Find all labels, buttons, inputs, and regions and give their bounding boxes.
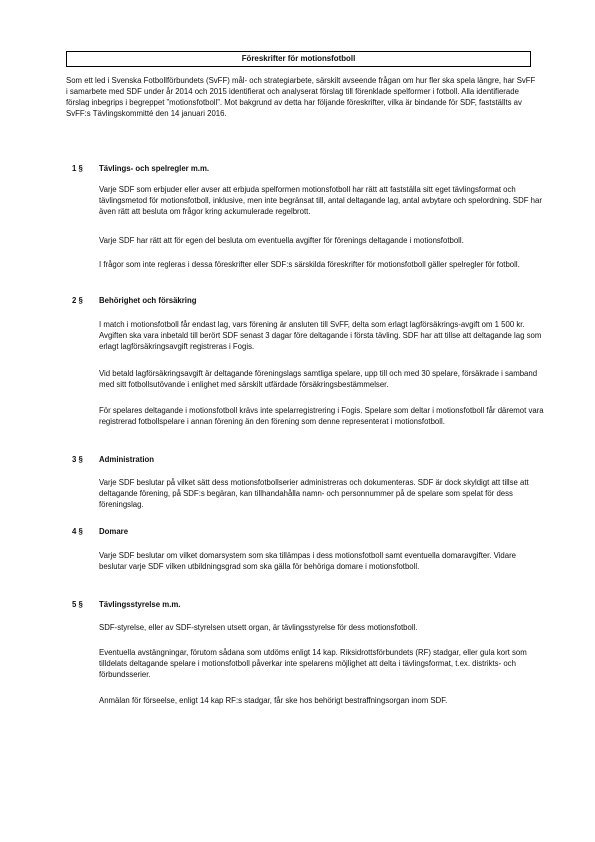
section-heading: [72, 296, 542, 307]
section-heading: [72, 527, 542, 538]
section-heading: [72, 600, 542, 611]
section-paragraph: Eventuella avstängningar, förutom sådana som utdöms enligt 14 kap. Riksidrottsförbundets (RF) stadgar, eller gula kort som tilldelats deltagande spelare i motionsfotboll påverkar inte spelarens möjlighet att delta i tävlingsformat, t.ex. distrikts- och förbundsserier.: [99, 648, 527, 679]
section-paragraph: Varje SDF som erbjuder eller avser att erbjuda spelformen motionsfotboll har rätt att fastställa sitt eget tävlingsformat och tävlingsmetod för motionsfotboll, inklusive, men inte begränsat till, antal deltagande lag, antal avbytare och spelordning. SDF har även rätt att besluta om frågor kring ackumulerade regelbrott.: [99, 185, 542, 216]
section-heading: [72, 164, 542, 175]
section-paragraph: Varje SDF beslutar på vilket sätt dess motionsfotbollserier administreras och dokumenteras. SDF är dock skyldigt att tillse att deltagande förening, på SDF:s begäran, kan tillhandahålla namn- och personnummer på de spelare som spelat för dess föreningslag.: [99, 478, 529, 509]
section-number: 3 §: [72, 455, 83, 464]
section-title: Tävlingsstyrelse m.m.: [99, 600, 181, 609]
section-paragraph: Anmälan för förseelse, enligt 14 kap RF:s stadgar, får ske hos behörigt bestraffningsorgan inom SDF.: [99, 696, 448, 705]
section-paragraph: Vid betald lagförsäkringsavgift är deltagande föreningslags samtliga spelare, upp till och med 30 spelare, försäkrade i samband med sitt fotbollsutövande i enlighet med särskilt utfärdade försäkringsbestämmelser.: [99, 369, 538, 389]
section-heading: [72, 455, 542, 466]
section-paragraph: SDF-styrelse, eller av SDF-styrelsen utsett organ, är tävlingsstyrelse för dess motionsfotboll.: [99, 623, 418, 632]
intro-paragraph: Som ett led i Svenska Fotbollförbundets (SvFF) mål- och strategiarbete, särskilt avseende frågan om hur fler ska spela längre, har SvFF i samarbete med SDF under år 2014 och 2015 identifierat och analyserat förslag till förenklade spelformer i fotboll. Alla identifierade förslag inbegrips i begreppet ”motionsfotboll”. Mot bakgrund av detta har följande föreskrifter, vilka är bindande för SDF, fastställts av SvFF:s Tävlingskommitté den 14 januari 2016.: [66, 76, 536, 118]
section-paragraph: För spelares deltagande i motionsfotboll krävs inte spelarregistrering i Fogis. Spelare som deltar i motionsfotboll får däremot vara registrerad fotbollspelare i annan förening än den förening som denne representerat i motionsfotboll.: [99, 406, 544, 426]
section-number: 2 §: [72, 296, 83, 305]
section-title: Behörighet och försäkring: [99, 296, 197, 305]
section-title: Domare: [99, 527, 129, 536]
section-paragraph: Varje SDF har rätt att för egen del besluta om eventuella avgifter för förenings deltagande i motionsfotboll.: [99, 236, 464, 245]
section-title: Tävlings- och spelregler m.m.: [99, 164, 210, 173]
section-title: Administration: [99, 455, 155, 464]
section-number: 5 §: [72, 600, 83, 609]
section-paragraph: I match i motionsfotboll får endast lag, vars förening är ansluten till SvFF, delta som erlagt lagförsäkrings-avgift om 1 500 kr. Avgiften ska vara inbetald till berört SDF senast 3 dagar före deltagande i första tävling. SDF har att tillse att deltagande lag som erlagt lagförsäkringsavgift registreras i Fogis.: [99, 320, 542, 351]
section-number: 1 §: [72, 164, 83, 173]
section-paragraph: I frågor som inte regleras i dessa föreskrifter eller SDF:s särskilda föreskrifter för motionsfotboll gäller spelregler för fotboll.: [99, 260, 520, 269]
document-title: Föreskrifter för motionsfotboll: [66, 51, 531, 67]
section-number: 4 §: [72, 527, 83, 536]
section-paragraph: Varje SDF beslutar om vilket domarsystem som ska tillämpas i dess motionsfotboll samt eventuella domaravgifter. Vidare beslutar varje SDF vilken utbildningsgrad som ska gälla för behöriga domare i motionsfotboll.: [99, 551, 517, 571]
